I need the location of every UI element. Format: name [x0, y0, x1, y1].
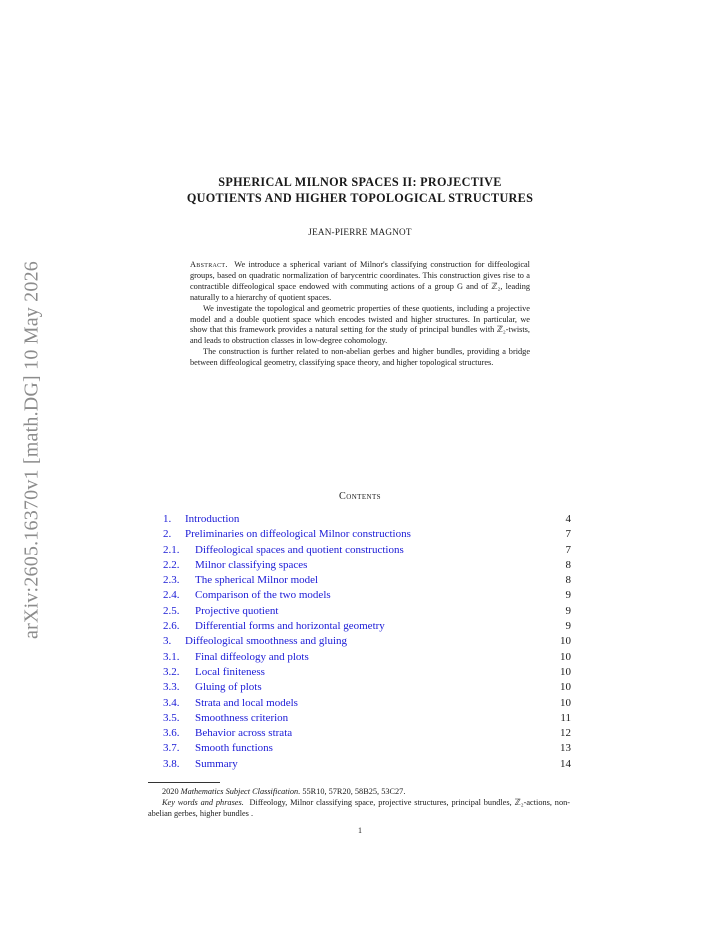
toc-entry-number: 3.4. — [163, 696, 180, 709]
toc-entry[interactable] — [163, 543, 571, 558]
toc-entry-page: 9 — [565, 604, 571, 617]
abstract-paragraph-1 — [190, 260, 530, 304]
table-of-contents — [163, 512, 571, 772]
toc-entry-number: 2.6. — [163, 620, 180, 633]
toc-entry[interactable] — [163, 696, 571, 711]
toc-entry-title: Comparison of the two models — [195, 589, 331, 602]
toc-entry-page: 10 — [560, 665, 571, 678]
toc-entry-link[interactable] — [163, 619, 385, 634]
msc-year: 2020 — [162, 787, 179, 796]
toc-entry-page: 10 — [560, 696, 571, 709]
author-name: JEAN-PIERRE MAGNOT — [308, 227, 412, 237]
toc-entry-link[interactable] — [163, 512, 239, 527]
toc-entry-page: 9 — [565, 620, 571, 633]
toc-entry[interactable] — [163, 558, 571, 573]
toc-entry-page: 9 — [565, 589, 571, 602]
toc-entry-title: Introduction — [185, 513, 240, 525]
toc-entry-number: 2. — [163, 528, 172, 541]
toc-entry-title: Smoothness criterion — [195, 711, 289, 724]
toc-entry-title: Strata and local models — [195, 696, 298, 709]
toc-entry-title: Behavior across strata — [195, 727, 293, 740]
toc-entry-number: 1. — [163, 513, 172, 525]
toc-entry-title: Differential forms and horizontal geometry — [195, 620, 385, 633]
abstract-paragraph-3: The construction is further related to non-abelian gerbes and higher bundles, providing a bridge between diffeological geometry, classifying space theory, and higher topological structures. — [190, 347, 530, 368]
toc-entry-title: Milnor classifying spaces — [195, 558, 308, 571]
toc-entry-page: 10 — [560, 650, 571, 663]
keywords-footnote — [148, 797, 570, 819]
toc-entry-number: 3.8. — [163, 757, 180, 770]
msc-codes: 55R10, 57R20, 58B25, 53C27. — [302, 787, 406, 796]
title-line-2: QUOTIENTS AND HIGHER TOPOLOGICAL STRUCTURES — [186, 191, 534, 205]
toc-entry[interactable] — [163, 527, 571, 542]
toc-entry-number: 2.2. — [163, 558, 180, 571]
toc-entry-link[interactable] — [163, 543, 404, 558]
toc-entry-link[interactable] — [163, 604, 278, 619]
keywords-text: Diffeology, Milnor classifying space, projective structures, principal bundles, ℤ₂-actions, non-abelian gerbes, higher bundles . — [148, 798, 570, 818]
toc-entry-title: Smooth functions — [195, 742, 273, 755]
toc-entry-link[interactable] — [163, 741, 273, 756]
toc-entry[interactable] — [163, 619, 571, 634]
toc-entry[interactable] — [163, 711, 571, 726]
toc-entry-title: Gluing of plots — [195, 681, 262, 694]
toc-entry[interactable] — [163, 604, 571, 619]
toc-entry-page: 11 — [560, 711, 571, 724]
abstract-text-1: We introduce a spherical variant of Milnor's classifying construction for diffeological groups, based on quadratic normalization of barycentric coordinates. This construction gives rise to a contractible diffeological space endowed with commuting actions of a group G and of ℤ₂, leading naturally to a hierarchy of quotient spaces. — [190, 260, 530, 302]
toc-entry-number: 3.5. — [163, 711, 180, 724]
toc-entry-link[interactable] — [163, 634, 347, 649]
toc-entry-page: 10 — [560, 681, 571, 694]
toc-entry-number: 3.7. — [163, 742, 180, 755]
toc-entry-number: 2.3. — [163, 574, 180, 587]
toc-entry-number: 3.2. — [163, 665, 180, 678]
abstract-label: Abstract. — [190, 260, 228, 269]
toc-entry[interactable] — [163, 573, 571, 588]
toc-entry[interactable] — [163, 741, 571, 756]
arxiv-identifier-stamp — [8, 240, 56, 660]
page-number: 1 — [358, 826, 362, 835]
msc-footnote — [148, 786, 570, 797]
toc-entry-title: Local finiteness — [195, 665, 265, 678]
toc-entry-title: The spherical Milnor model — [195, 574, 319, 587]
abstract-paragraph-2: We investigate the topological and geometric properties of these quotients, including a projective model and a double quotient space which encodes twisted and higher structures. In particular, we show that this framework provides a natural setting for the study of principal bundles with ℤ₂-twists, and leads to obstruction classes in low-degree cohomology. — [190, 303, 530, 346]
toc-entry-link[interactable] — [163, 665, 265, 680]
footnote-rule — [148, 782, 220, 783]
title-line-1: SPHERICAL MILNOR SPACES II: PROJECTIVE — [218, 175, 502, 189]
keywords-label: Key words and phrases. — [162, 798, 244, 807]
toc-entry-page: 4 — [565, 513, 571, 525]
toc-entry[interactable] — [163, 634, 571, 649]
toc-entry-page: 12 — [560, 727, 571, 740]
toc-entry-number: 3.3. — [163, 681, 180, 694]
toc-entry-title: Projective quotient — [195, 604, 279, 617]
msc-label: Mathematics Subject Classification. — [180, 787, 301, 796]
toc-entry[interactable] — [163, 650, 571, 665]
toc-entry-link[interactable] — [163, 558, 307, 573]
toc-entry-number: 3.6. — [163, 727, 180, 740]
contents-heading: Contents — [339, 491, 381, 502]
toc-entry[interactable] — [163, 680, 571, 695]
paper-title — [130, 174, 590, 206]
toc-entry-number: 2.4. — [163, 589, 180, 602]
toc-entry-page: 8 — [565, 574, 571, 587]
toc-entry[interactable] — [163, 757, 571, 772]
toc-entry-number: 2.5. — [163, 604, 180, 617]
toc-entry-link[interactable] — [163, 711, 288, 726]
toc-entry-link[interactable] — [163, 726, 292, 741]
toc-entry-title: Diffeological smoothness and gluing — [185, 635, 348, 648]
toc-entry-page: 8 — [565, 558, 571, 571]
toc-entry-link[interactable] — [163, 588, 331, 603]
toc-entry[interactable] — [163, 512, 571, 527]
toc-entry-title: Final diffeology and plots — [195, 650, 309, 663]
toc-entry-link[interactable] — [163, 650, 309, 665]
toc-entry[interactable] — [163, 665, 571, 680]
toc-entry-link[interactable] — [163, 573, 318, 588]
footnotes — [148, 786, 570, 819]
toc-entry-number: 3.1. — [163, 650, 180, 663]
toc-entry-link[interactable] — [163, 527, 411, 542]
toc-entry-page: 10 — [560, 635, 571, 648]
arxiv-identifier-text: arXiv:2605.16370v1 [math.DG] 10 May 2026 — [20, 261, 43, 639]
toc-entry-page: 7 — [565, 543, 571, 556]
abstract — [190, 260, 530, 369]
toc-entry[interactable] — [163, 726, 571, 741]
toc-entry-link[interactable] — [163, 680, 262, 695]
toc-entry-number: 3. — [163, 635, 172, 648]
toc-entry-link[interactable] — [163, 696, 298, 711]
toc-entry-title: Diffeological spaces and quotient constructions — [195, 543, 404, 556]
toc-entry-number: 2.1. — [163, 543, 180, 556]
toc-entry-title: Summary — [195, 757, 238, 770]
toc-entry[interactable] — [163, 588, 571, 603]
toc-entry-title: Preliminaries on diffeological Milnor constructions — [185, 528, 411, 541]
toc-entry-page: 14 — [560, 757, 571, 770]
toc-entry-page: 7 — [565, 528, 571, 541]
toc-entry-page: 13 — [560, 742, 571, 755]
toc-entry-link[interactable] — [163, 757, 238, 772]
